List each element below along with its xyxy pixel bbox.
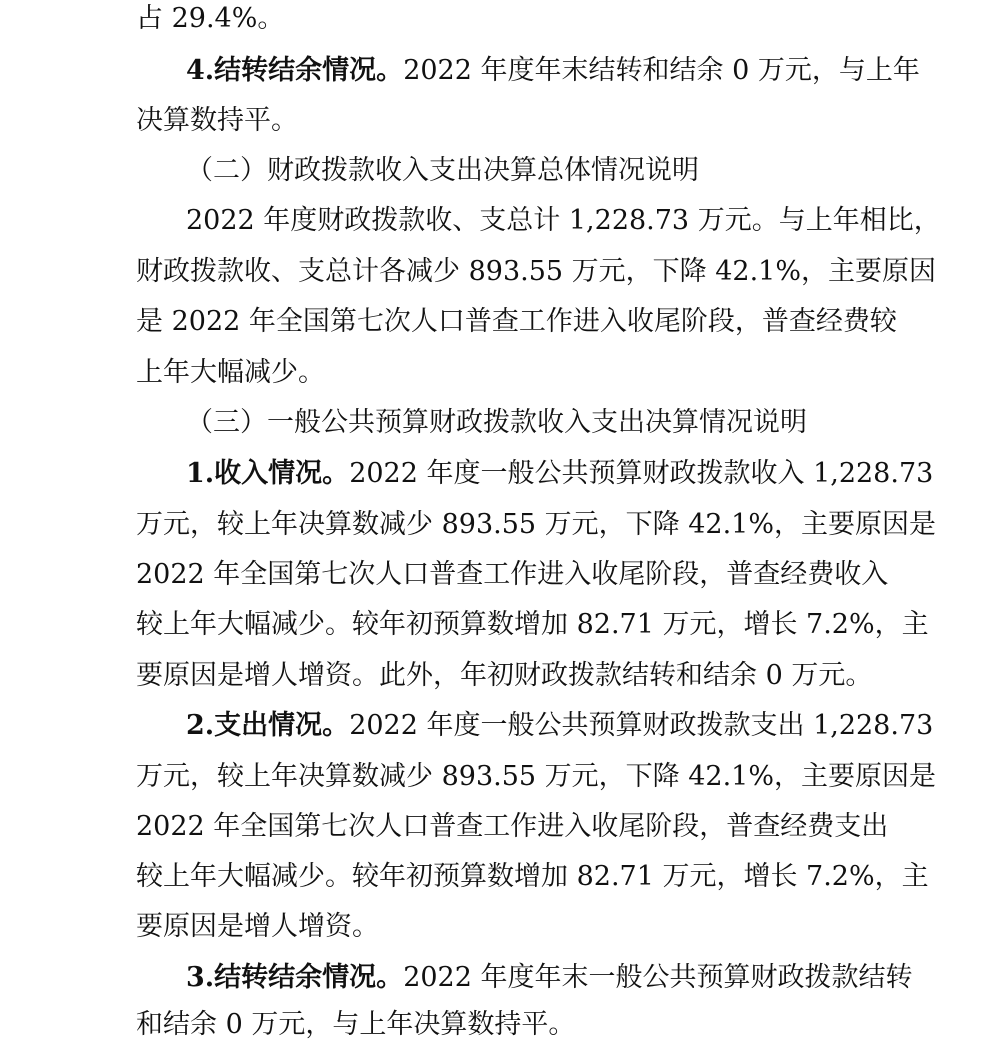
text-line: 财政拨款收、支总计各减少 893.55 万元，下降 42.1%，主要原因 [136, 256, 936, 287]
subsection-title: 3.结转结余情况。 [186, 962, 404, 993]
text-line: 决算数持平。 [136, 105, 298, 136]
text-line: 上年大幅减少。 [136, 357, 325, 388]
paragraph-4-first-line [186, 54, 1000, 88]
paragraph-text: 2022 年度年末结转和结余 0 万元，与上年 [403, 55, 920, 86]
text-line: 较上年大幅减少。较年初预算数增加 82.71 万元，增长 7.2%，主 [136, 861, 929, 892]
subsection-title: 2.支出情况。 [186, 710, 350, 741]
text-line: 2022 年全国第七次人口普查工作进入收尾阶段，普查经费支出 [136, 811, 889, 842]
text-line: 2022 年度财政拨款收、支总计 1,228.73 万元。与上年相比， [186, 205, 941, 236]
section-heading: （三）一般公共预算财政拨款收入支出决算情况说明 [186, 407, 807, 438]
subsection-2-first-line [186, 709, 1000, 743]
text-line: 2022 年全国第七次人口普查工作进入收尾阶段，普查经费收入 [136, 559, 889, 590]
paragraph-text: 2022 年度年末一般公共预算财政拨款结转 [403, 962, 913, 993]
paragraph-title: 4.结转结余情况。 [186, 55, 404, 86]
text-line: 占 29.4%。 [136, 3, 285, 34]
subsection-1-first-line [186, 457, 1000, 491]
paragraph-text: 2022 年度一般公共预算财政拨款支出 1,228.73 [349, 710, 934, 741]
text-line: 万元，较上年决算数减少 893.55 万元，下降 42.1%，主要原因是 [136, 509, 936, 540]
text-line: 万元，较上年决算数减少 893.55 万元，下降 42.1%，主要原因是 [136, 761, 936, 792]
section-heading: （二）财政拨款收入支出决算总体情况说明 [186, 155, 699, 186]
text-line: 和结余 0 万元，与上年决算数持平。 [136, 1009, 576, 1040]
paragraph-text: 2022 年度一般公共预算财政拨款收入 1,228.73 [349, 458, 934, 489]
subsection-title: 1.收入情况。 [186, 458, 350, 489]
text-line: 是 2022 年全国第七次人口普查工作进入收尾阶段，普查经费较 [136, 306, 897, 337]
text-line: 要原因是增人增资。此外，年初财政拨款结转和结余 0 万元。 [136, 660, 873, 691]
text-line: 较上年大幅减少。较年初预算数增加 82.71 万元，增长 7.2%，主 [136, 609, 929, 640]
text-line: 要原因是增人增资。 [136, 911, 379, 942]
subsection-3-first-line [186, 961, 1000, 995]
